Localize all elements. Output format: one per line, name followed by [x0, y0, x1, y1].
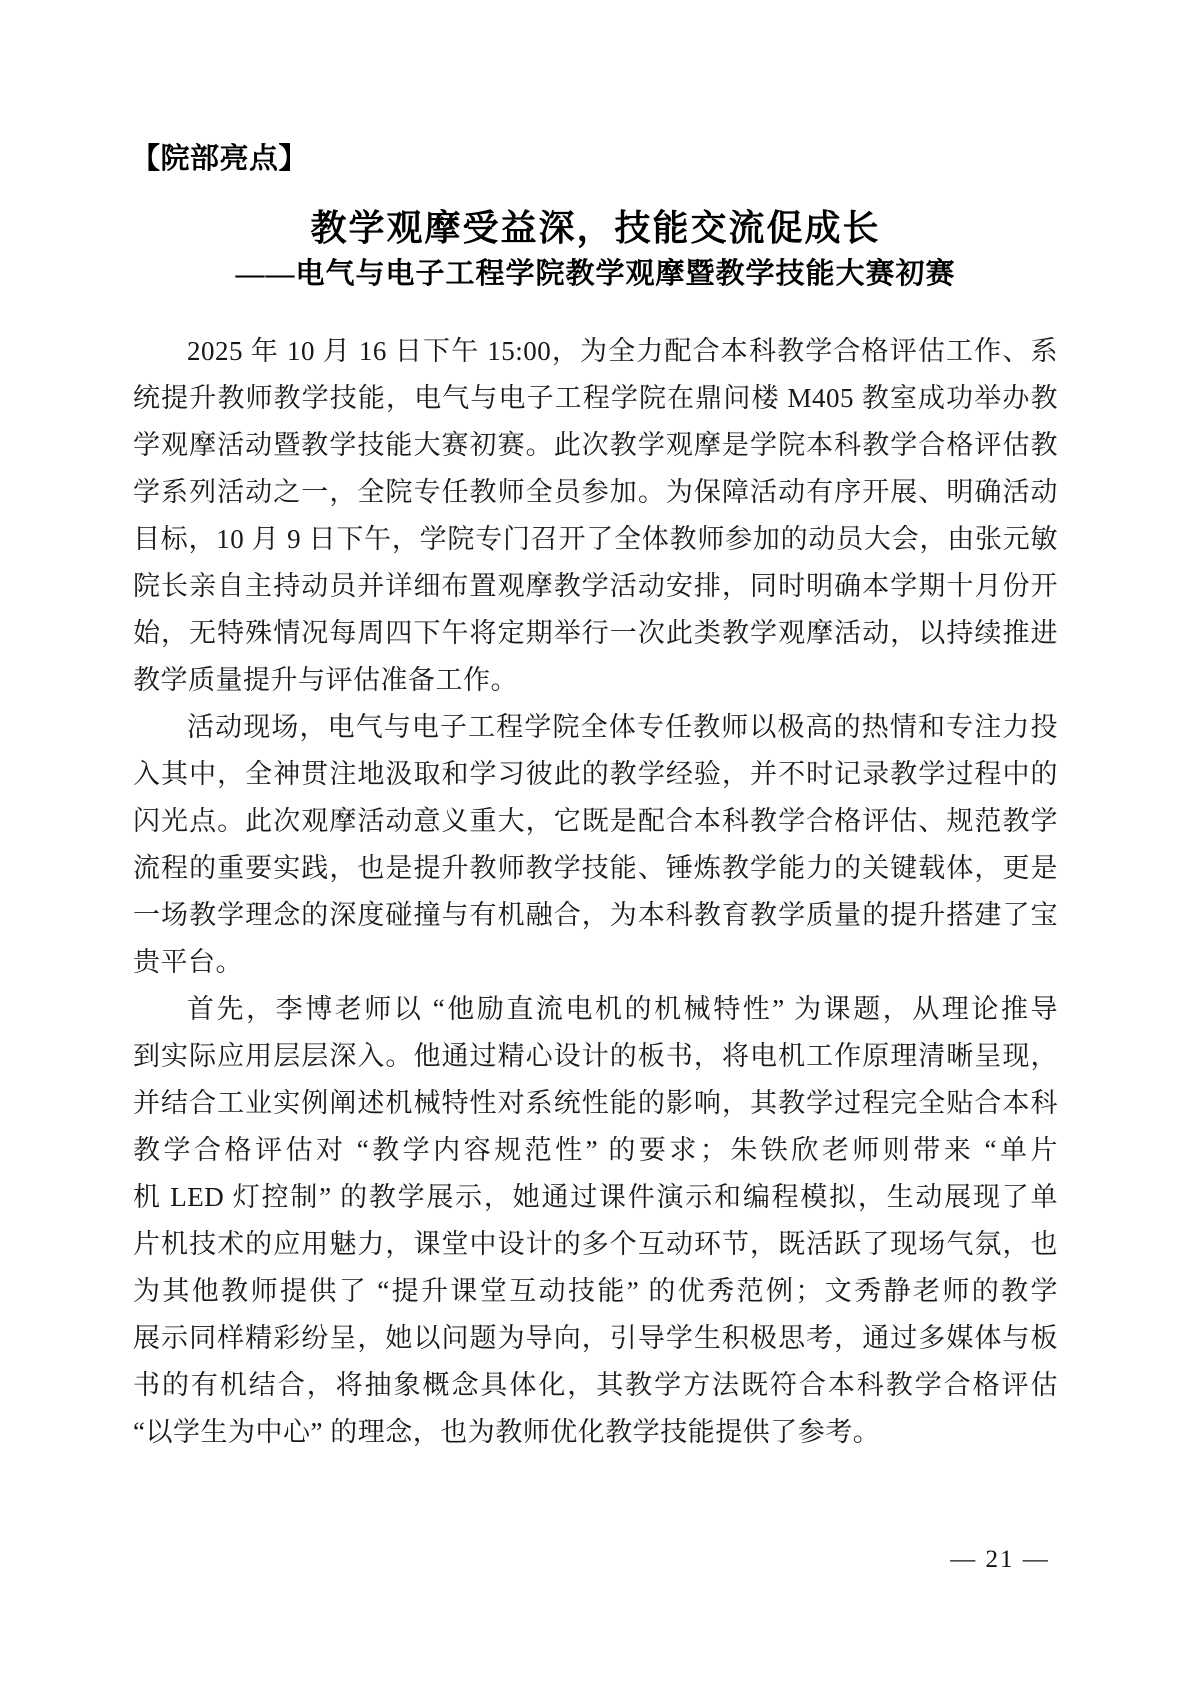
body-line: 教学质量提升与评估准备工作。	[133, 665, 518, 695]
body-line: 学观摩活动暨教学技能大赛初赛。此次教学观摩是学院本科教学合格评估教	[133, 430, 1058, 460]
section-header: 【院部亮点】	[131, 143, 309, 175]
page-number: — 21 —	[950, 1546, 1050, 1573]
body-line: 贵平台。	[133, 947, 243, 977]
body-line: 展示同样精彩纷呈，她以问题为导向，引导学生积极思考，通过多媒体与板	[133, 1323, 1058, 1353]
body-line: 一场教学理念的深度碰撞与有机融合，为本科教育教学质量的提升搭建了宝	[133, 900, 1058, 930]
body-line: 到实际应用层层深入。他通过精心设计的板书，将电机工作原理清晰呈现，	[133, 1041, 1058, 1071]
article-subtitle: ——电气与电子工程学院教学观摩暨教学技能大赛初赛	[235, 258, 956, 290]
body-line: 闪光点。此次观摩活动意义重大，它既是配合本科教学合格评估、规范教学	[133, 806, 1058, 836]
body-line: 学系列活动之一，全院专任教师全员参加。为保障活动有序开展、明确活动	[133, 477, 1058, 507]
body-line: 机 LED 灯控制” 的教学展示，她通过课件演示和编程模拟，生动展现了单	[133, 1182, 1058, 1212]
body-line: 流程的重要实践，也是提升教师教学技能、锤炼教学能力的关键载体，更是	[133, 853, 1058, 883]
body-line: 入其中，全神贯注地汲取和学习彼此的教学经验，并不时记录教学过程中的	[133, 759, 1058, 789]
body-line: 2025 年 10 月 16 日下午 15:00，为全力配合本科教学合格评估工作、系	[187, 336, 1058, 366]
body-line: 目标，10 月 9 日下午，学院专门召开了全体教师参加的动员大会，由张元敏	[133, 524, 1058, 554]
body-line: 首先，李博老师以 “他励直流电机的机械特性” 为课题，从理论推导	[187, 994, 1058, 1024]
body-line: “以学生为中心” 的理念，也为教师优化教学技能提供了参考。	[133, 1417, 881, 1447]
body-line: 院长亲自主持动员并详细布置观摩教学活动安排，同时明确本学期十月份开	[133, 571, 1058, 601]
article-title: 教学观摩受益深，技能交流促成长	[310, 208, 881, 248]
body-line: 统提升教师教学技能，电气与电子工程学院在鼎问楼 M405 教室成功举办教	[133, 383, 1058, 413]
document-body	[133, 328, 1058, 1456]
body-line: 教学合格评估对 “教学内容规范性” 的要求；朱铁欣老师则带来 “单片	[133, 1135, 1058, 1165]
body-line: 始，无特殊情况每周四下午将定期举行一次此类教学观摩活动，以持续推进	[133, 618, 1058, 648]
body-line: 片机技术的应用魅力，课堂中设计的多个互动环节，既活跃了现场气氛，也	[133, 1229, 1058, 1259]
body-line: 书的有机结合，将抽象概念具体化，其教学方法既符合本科教学合格评估	[133, 1370, 1058, 1400]
body-line: 并结合工业实例阐述机械特性对系统性能的影响，其教学过程完全贴合本科	[133, 1088, 1058, 1118]
body-line: 活动现场，电气与电子工程学院全体专任教师以极高的热情和专注力投	[187, 712, 1058, 742]
body-line: 为其他教师提供了 “提升课堂互动技能” 的优秀范例；文秀静老师的教学	[133, 1276, 1058, 1306]
